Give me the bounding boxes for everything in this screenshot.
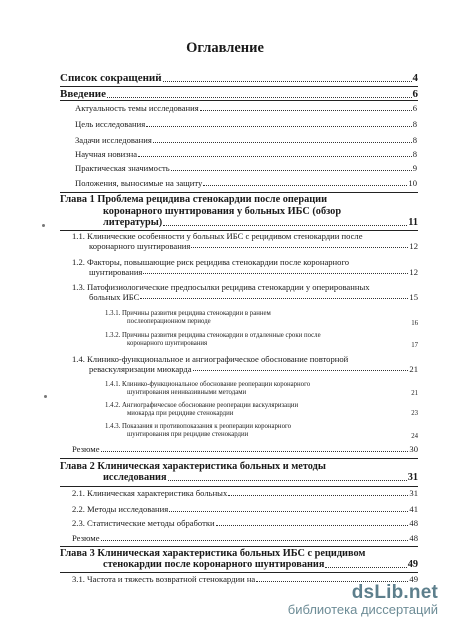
toc-item[interactable]: Актуальность темы исследования 6 [75,103,417,113]
leader-dots [171,169,412,171]
toc-section-1-4[interactable]: 1.4. Клинико-функциональное и ангиографическое обоснование повторной реваскуляризации миокарда 21 [72,354,418,374]
toc-subsection-1-4-1[interactable]: 1.4.1. Клинико-функциональное обоснование реоперации коронарного шунтирования неинвазивными методами [105,381,311,396]
toc-section-2-3[interactable]: 2.3. Статистические методы обработки 48 [72,518,418,528]
leader-dots [153,141,412,143]
toc-item[interactable]: Цель исследования 8 [75,119,417,129]
scan-mark [44,395,47,398]
toc-section-1-3[interactable]: 1.3. Патофизиологические предпосылки рецидива стенокардии у оперированных больных ИБС 15 [72,282,418,302]
toc-section-2-2[interactable]: 2.2. Методы исследования 41 [72,504,418,514]
toc-item[interactable]: Научная новизна 8 [75,149,417,159]
leader-dots [169,510,408,512]
leader-dots [163,224,407,226]
divider [60,100,418,101]
toc-item[interactable]: Практическая значимость 9 [75,163,417,173]
leader-dots [191,246,408,248]
toc-label: Введение [60,88,107,100]
page-title: Оглавление [186,40,264,56]
leader-dots [107,96,411,98]
toc-summary[interactable]: Резюме 48 [72,533,418,543]
leader-dots [325,566,406,568]
watermark [288,582,438,617]
leader-dots [101,450,409,452]
toc-subsection-1-4-2[interactable]: 1.4.2. Ангиографическое обоснование реоперации васкуляризации миокарда при рецидиве стенокардии [105,402,299,417]
toc-page: 23 [411,410,418,417]
toc-subsection-1-3-1[interactable]: 1.3.1. Причины развития рецидива стенокардии в раннем послеоперационном периоде [105,310,271,325]
leader-dots [203,184,407,186]
divider [60,458,418,459]
divider [60,572,418,573]
watermark-subtitle: библиотека диссертаций [287,602,438,617]
toc-abbreviations[interactable] [60,73,418,84]
leader-dots [138,155,412,157]
toc-subsection-1-4-3[interactable]: 1.4.3. Показания и противопоказания к реоперации коронарного шунтирования при рецидиве стенокардии [105,423,291,438]
toc-page: 16 [411,320,418,327]
toc-summary[interactable]: Резюме 30 [72,444,418,454]
divider [60,192,418,193]
leader-dots [163,80,412,82]
toc-page: 17 [411,342,418,349]
toc-page: 24 [411,433,418,440]
toc-section-1-2[interactable]: 1.2. Факторы, повышающие риск рецидива стенокардии после коронарного шунтирования 12 [72,257,418,277]
leader-dots [228,494,408,496]
leader-dots [200,109,412,111]
toc-section-1-1[interactable]: 1.1. Клинические особенности у больных ИБС с рецидивом стенокардии после коронарного шунтирования 12 [72,231,418,251]
divider [60,546,418,547]
watermark-logo: dsLib.net [351,582,438,603]
toc-chapter-1[interactable]: Глава 1 Проблема рецидива стенокардии после операции коронарного шунтирования у больных ИБС (обзор литературы) 11 [60,194,418,228]
leader-dots [143,272,408,274]
divider [60,486,418,487]
leader-dots [140,297,408,299]
leader-dots [146,125,412,127]
leader-dots [193,369,409,371]
toc-chapter-3[interactable]: Глава 3 Клиническая характеристика больных ИБС с рецидивом стенокардии после коронарного шунтирования 49 [60,548,418,570]
toc-page: 4 [412,72,418,84]
toc-section-2-1[interactable]: 2.1. Клиническая характеристика больных 31 [72,488,418,498]
toc-page: 6 [412,88,418,100]
leader-dots [168,479,407,481]
toc-item[interactable]: Положения, выносимые на защиту 10 [75,178,417,188]
leader-dots [101,539,409,541]
toc-section-3-1[interactable]: 3.1. Частота и тяжесть возвратной стенокардии на 49 [72,574,418,584]
toc-item[interactable]: Задачи исследования 8 [75,135,417,145]
scan-mark [42,224,45,227]
toc-page: 21 [411,390,418,397]
divider [60,86,418,87]
toc-subsection-1-3-2[interactable]: 1.3.2. Причины развития рецидива стенокардии в отдаленные сроки после коронарного шунтирования [105,332,321,347]
toc-chapter-2[interactable]: Глава 2 Клиническая характеристика больных и методы исследования 31 [60,461,418,483]
leader-dots [216,524,409,526]
toc-intro[interactable] [60,89,418,100]
toc-label: Список сокращений [60,72,162,84]
